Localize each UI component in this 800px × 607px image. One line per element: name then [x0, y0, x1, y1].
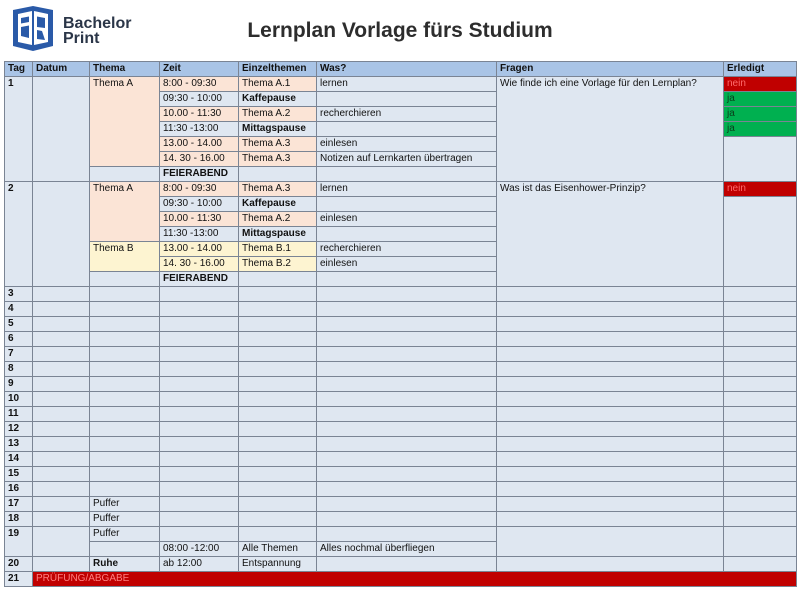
thema-cell [90, 272, 160, 287]
tag-cell: 14 [5, 452, 33, 467]
table-row [5, 287, 797, 302]
frage-cell: Wie finde ich eine Vorlage für den Lernplan? [497, 77, 724, 182]
erledigt-cell[interactable]: ja [724, 92, 797, 107]
tag-cell: 4 [5, 302, 33, 317]
tag-cell: 8 [5, 362, 33, 377]
feierabend-cell: FEIERABEND [160, 167, 239, 182]
thema-cell: Thema B [90, 242, 160, 272]
table-header-row [5, 62, 797, 77]
tag-cell: 13 [5, 437, 33, 452]
thema-cell: Puffer [90, 497, 160, 512]
was-cell: einlesen [317, 257, 497, 272]
header-einzelthemen: Einzelthemen [239, 62, 317, 77]
was-cell [317, 272, 497, 287]
erledigt-cell[interactable]: ja [724, 122, 797, 137]
datum-cell[interactable] [33, 182, 90, 287]
table-row [5, 332, 797, 347]
table-row [5, 467, 797, 482]
page-title: Lernplan Vorlage fürs Studium [247, 19, 553, 42]
tag-cell: 6 [5, 332, 33, 347]
zeit-cell: 09:30 - 10:00 [160, 197, 239, 212]
exam-label: PRÜFUNG/ABGABE [33, 572, 797, 587]
table-row [5, 182, 797, 197]
tag-cell: 12 [5, 422, 33, 437]
table-row [5, 512, 797, 527]
logo-text-bachelor: Bachelor [63, 15, 132, 32]
topic-cell: Thema B.1 [239, 242, 317, 257]
header-was: Was? [317, 62, 497, 77]
header-erledigt: Erledigt [724, 62, 797, 77]
tag-cell: 7 [5, 347, 33, 362]
zeit-cell: 8:00 - 09:30 [160, 182, 239, 197]
table-row [5, 317, 797, 332]
tag-cell: 18 [5, 512, 33, 527]
topic-cell: Mittagspause [239, 227, 317, 242]
table-row [5, 437, 797, 452]
thema-cell [90, 167, 160, 182]
topic-cell [239, 167, 317, 182]
was-cell: recherchieren [317, 242, 497, 257]
table-row [5, 497, 797, 512]
topic-cell: Kaffepause [239, 92, 317, 107]
table-row [5, 422, 797, 437]
zeit-cell: 8:00 - 09:30 [160, 77, 239, 92]
topic-cell: Thema B.2 [239, 257, 317, 272]
zeit-cell: 08:00 -12:00 [160, 542, 239, 557]
table-row [5, 377, 797, 392]
erledigt-cell[interactable]: nein [724, 77, 797, 92]
logo-text-print: Print [63, 30, 100, 47]
tag-cell: 21 [5, 572, 33, 587]
tag-cell: 2 [5, 182, 33, 287]
topic-cell [239, 272, 317, 287]
was-cell: einlesen [317, 212, 497, 227]
tag-cell: 17 [5, 497, 33, 512]
topic-cell: Kaffepause [239, 197, 317, 212]
zeit-cell: 09:30 - 10:00 [160, 92, 239, 107]
zeit-cell: 14. 30 - 16.00 [160, 257, 239, 272]
was-cell: Alles nochmal überfliegen [317, 542, 497, 557]
tag-cell: 11 [5, 407, 33, 422]
thema-cell: Puffer [90, 527, 160, 542]
topic-cell: Mittagspause [239, 122, 317, 137]
thema-cell: Thema A [90, 77, 160, 167]
thema-cell: Thema A [90, 182, 160, 242]
table-row [5, 362, 797, 377]
table-row [5, 452, 797, 467]
was-cell: recherchieren [317, 107, 497, 122]
header-tag: Tag [5, 62, 33, 77]
was-cell: einlesen [317, 137, 497, 152]
zeit-cell: 10.00 - 11:30 [160, 107, 239, 122]
zeit-cell: 13.00 - 14.00 [160, 242, 239, 257]
was-cell [317, 122, 497, 137]
table-row [5, 407, 797, 422]
frage-cell: Was ist das Eisenhower-Prinzip? [497, 182, 724, 287]
zeit-cell: 11:30 -13:00 [160, 227, 239, 242]
header-datum: Datum [33, 62, 90, 77]
erledigt-cell[interactable]: nein [724, 182, 797, 197]
tag-cell: 20 [5, 557, 33, 572]
topic-cell: Alle Themen [239, 542, 317, 557]
header-thema: Thema [90, 62, 160, 77]
topic-cell: Entspannung [239, 557, 317, 572]
erledigt-cell[interactable] [724, 137, 797, 182]
tag-cell: 1 [5, 77, 33, 182]
exam-row [5, 572, 797, 587]
zeit-cell: 13.00 - 14.00 [160, 137, 239, 152]
header-zeit: Zeit [160, 62, 239, 77]
zeit-cell: ab 12:00 [160, 557, 239, 572]
table-row [5, 347, 797, 362]
zeit-cell: 10.00 - 11:30 [160, 212, 239, 227]
topic-cell: Thema A.3 [239, 152, 317, 167]
topic-cell: Thema A.3 [239, 137, 317, 152]
zeit-cell: 14. 30 - 16.00 [160, 152, 239, 167]
topic-cell: Thema A.3 [239, 182, 317, 197]
erledigt-cell[interactable] [724, 197, 797, 287]
table-row [5, 527, 797, 542]
zeit-cell: 11:30 -13:00 [160, 122, 239, 137]
tag-cell: 15 [5, 467, 33, 482]
table-row [5, 302, 797, 317]
tag-cell: 19 [5, 527, 33, 557]
table-row [5, 77, 797, 92]
was-cell [317, 167, 497, 182]
was-cell [317, 197, 497, 212]
table-row [5, 392, 797, 407]
thema-cell: Ruhe [90, 557, 160, 572]
topic-cell: Thema A.2 [239, 107, 317, 122]
was-cell [317, 92, 497, 107]
table-row [5, 482, 797, 497]
was-cell: lernen [317, 182, 497, 197]
tag-cell: 10 [5, 392, 33, 407]
feierabend-cell: FEIERABEND [160, 272, 239, 287]
erledigt-cell[interactable]: ja [724, 107, 797, 122]
table-row [5, 557, 797, 572]
tag-cell: 9 [5, 377, 33, 392]
was-cell [317, 227, 497, 242]
tag-cell: 16 [5, 482, 33, 497]
was-cell: Notizen auf Lernkarten übertragen [317, 152, 497, 167]
topic-cell: Thema A.1 [239, 77, 317, 92]
study-plan-table [4, 61, 797, 587]
tag-cell: 5 [5, 317, 33, 332]
was-cell: lernen [317, 77, 497, 92]
datum-cell[interactable] [33, 77, 90, 182]
tag-cell: 3 [5, 287, 33, 302]
thema-cell: Puffer [90, 512, 160, 527]
header-fragen: Fragen [497, 62, 724, 77]
topic-cell: Thema A.2 [239, 212, 317, 227]
